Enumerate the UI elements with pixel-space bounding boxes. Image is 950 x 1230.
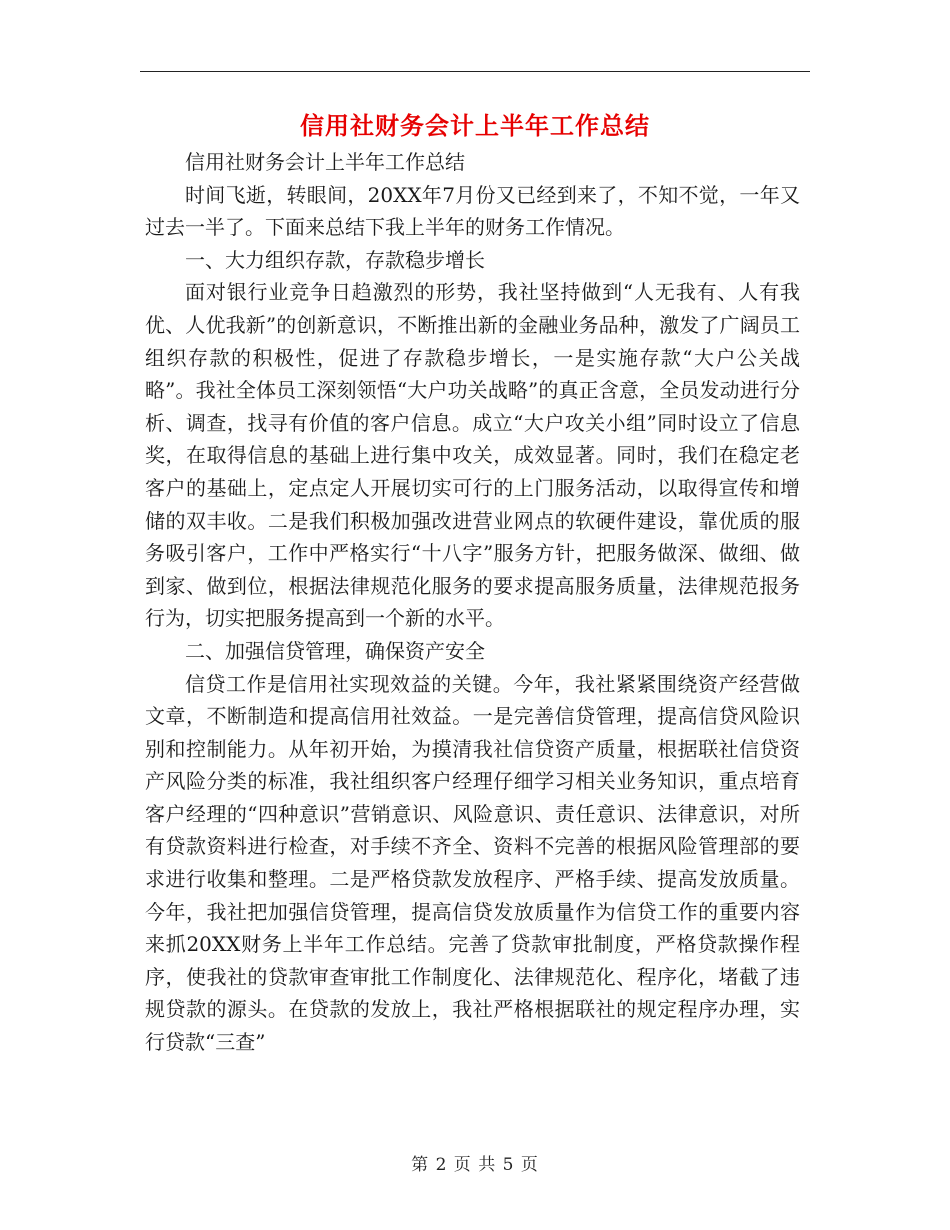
paragraph-credit: 信贷工作是信用社实现效益的关键。今年，我社紧紧围绕资产经营做文章，不断制造和提高信用社效益。一是完善信贷管理，提高信贷风险识别和控制能力。从年初开始，为摸清我社信贷资产质量，根据联社信贷资产风险分类的标准，我社组织客户经理仔细学习相关业务知识，重点培育客户经理的“四种意识”营销意识、风险意识、责任意识、法律意识，对所有贷款资料进行检查，对手续不齐全、资料不完善的根据风险管理部的要求进行收集和整理。二是严格贷款发放程序、严格手续、提高发放质量。今年，我社把加强信贷管理，提高信贷发放质量作为信贷工作的重要内容来抓20XX财务上半年工作总结。完善了贷款审批制度，严格贷款操作程序，使我社的贷款审查审批工作制度化、法律规范化、程序化，堵截了违规贷款的源头。在贷款的发放上，我社严格根据联社的规定程序办理，实行贷款“三查” xyxy=(145,671,800,1055)
paragraph-deposits: 面对银行业竞争日趋激烈的形势，我社坚持做到“人无我有、人有我优、人优我新”的创新意识，不断推出新的金融业务品种，激发了广阔员工组织存款的积极性，促进了存款稳步增长，一是实施存款“大户公关战略”。我社全体员工深刻领悟“大户功关战略”的真正含意，全员发动进行分析、调查，找寻有价值的客户信息。成立“大户攻关小组”同时设立了信息奖，在取得信息的基础上进行集中攻关，成效显著。同时，我们在稳定老客户的基础上，定点定人开展切实可行的上门服务活动，以取得宣传和增储的双丰收。二是我们积极加强改进营业网点的软硬件建设，靠优质的服务吸引客户，工作中严格实行“十八字”服务方针，把服务做深、做细、做到家、做到位，根据法律规范化服务的要求提高服务质量，法律规范报务行为，切实把服务提高到一个新的水平。 xyxy=(145,280,800,631)
page-number: 第 2 页 共 5 页 xyxy=(411,1155,539,1175)
paragraph-intro: 时间飞逝，转眼间，20XX年7月份又已经到来了，不知不觉，一年又过去一半了。下面来总结下我上半年的财务工作情况。 xyxy=(145,182,800,240)
paragraph-subtitle: 信用社财务会计上半年工作总结 xyxy=(185,150,465,174)
section-heading-deposits: 一、大力组织存款，存款稳步增长 xyxy=(185,247,485,272)
document-title: 信用社财务会计上半年工作总结 xyxy=(300,111,650,140)
header-rule xyxy=(140,71,810,72)
section-heading-credit: 二、加强信贷管理，确保资产安全 xyxy=(185,638,485,663)
document-body xyxy=(145,146,800,1059)
